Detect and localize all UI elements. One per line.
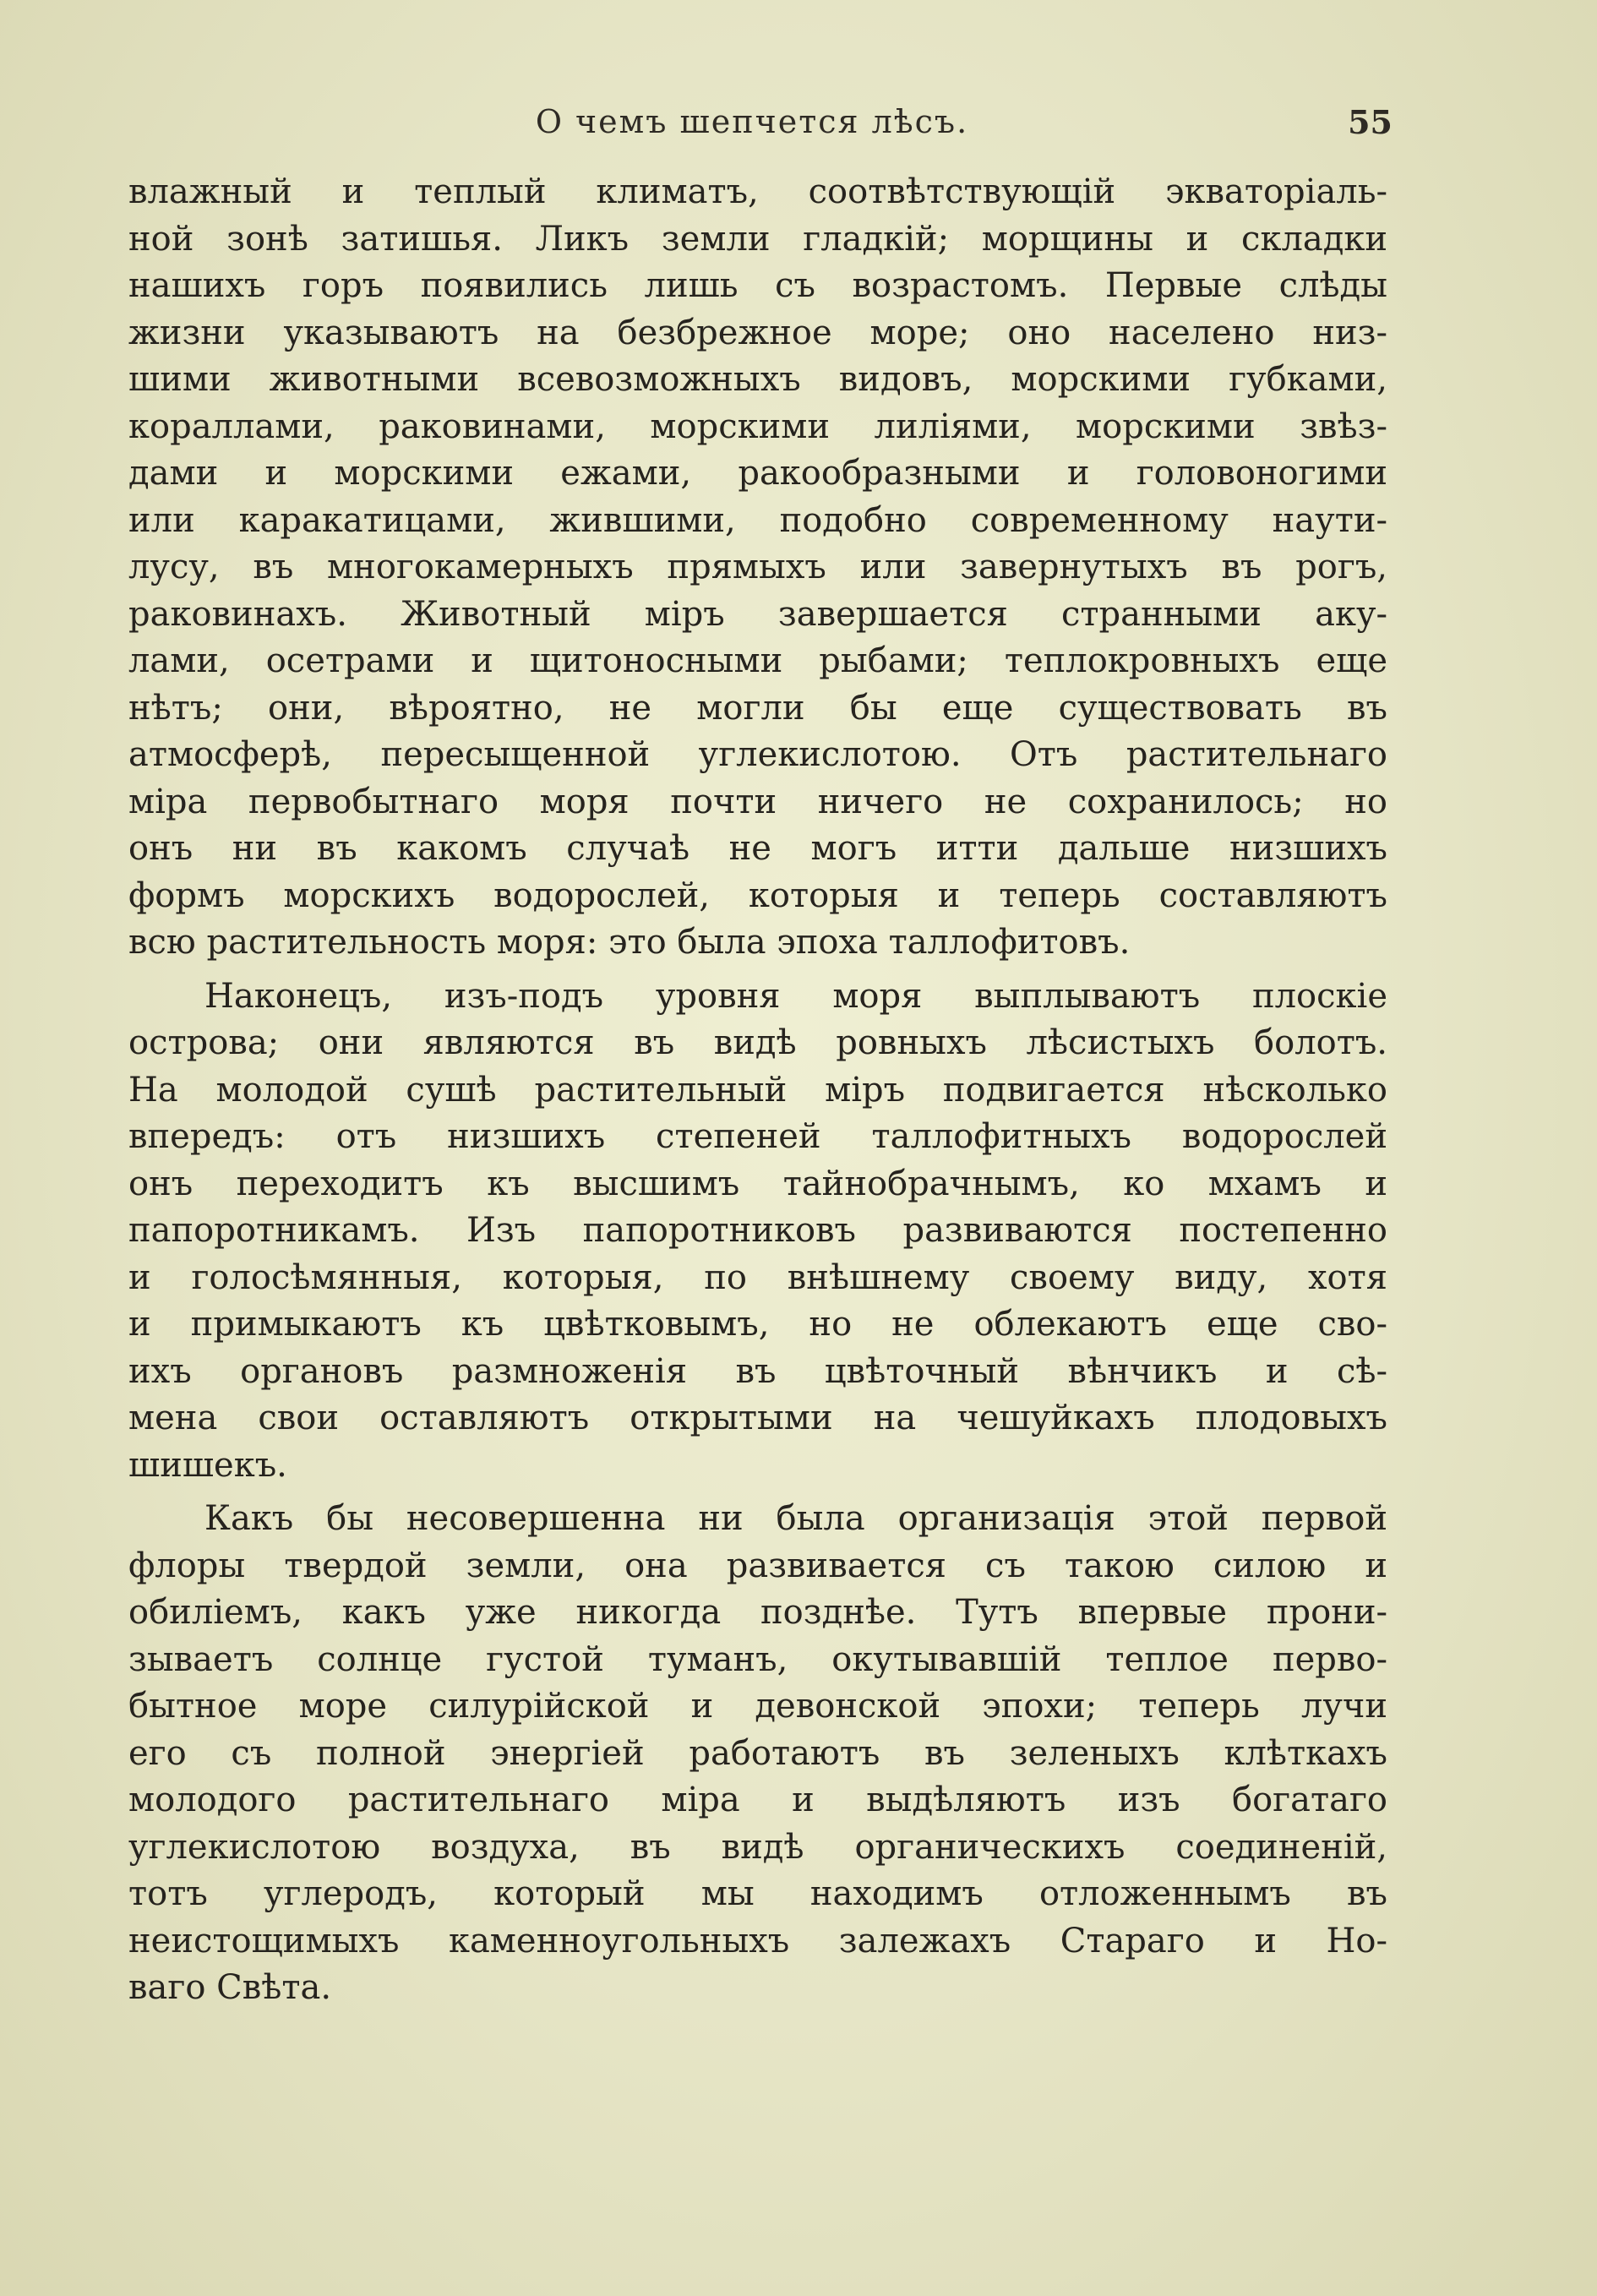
text-line: неистощимыхъ каменноугольныхъ залежахъ Стараго и Но- [128,1921,1387,1961]
paragraph-gap [128,1489,1387,1496]
text-line: дами и морскими ежами, ракообразными и головоногими [128,454,1387,493]
text-line: его съ полной энергіей работаютъ въ зеленыхъ клѣткахъ [128,1733,1387,1773]
text-line: мена свои оставляютъ открытыми на чешуйкахъ плодовыхъ [128,1399,1387,1437]
text-line: раковинахъ. Животный міръ завершается странными аку- [128,594,1387,634]
paragraph-gap [128,967,1387,973]
text-line: кораллами, раковинами, морскими лиліями, морскими звѣз- [128,406,1387,446]
text-line: ихъ органовъ размноженія въ цвѣточный вѣнчикъ и сѣ- [128,1351,1387,1391]
paragraph-3 [128,1496,1387,2012]
text-line: шишекъ. [128,1445,287,1485]
page-header [118,103,1393,154]
text-line: нѣтъ; они, вѣроятно, не могли бы еще существовать въ [128,688,1387,728]
text-line: папоротникамъ. Изъ папоротниковъ развиваются постепенно [128,1211,1387,1250]
text-line: острова; они являются въ видѣ ровныхъ лѣсистыхъ болотъ. [128,1023,1387,1062]
body-text [128,169,1387,2012]
text-line: тотъ углеродъ, который мы находимъ отложеннымъ въ [128,1874,1387,1913]
text-line: и голосѣмянныя, которыя, по внѣшнему своему виду, хотя [128,1257,1387,1297]
text-line: формъ морскихъ водорослей, которыя и теперь составляютъ [128,875,1387,915]
text-line: нашихъ горъ появились лишь съ возрастомъ. Первые слѣды [128,266,1387,305]
paragraph-2 [128,973,1387,1490]
text-line: впередъ: отъ низшихъ степеней таллофитныхъ водорослей [128,1117,1387,1156]
text-line: или каракатицами, жившими, подобно современному наути- [128,500,1387,540]
text-line: онъ ни въ какомъ случаѣ не могъ итти дальше низшихъ [128,829,1387,868]
text-line: флоры твердой земли, она развивается съ такою силою и [128,1546,1387,1585]
text-line: молодого растительнаго міра и выдѣляютъ изъ богатаго [128,1781,1387,1819]
text-line: ной зонѣ затишья. Ликъ земли гладкій; морщины и складки [128,219,1387,259]
text-line: углекислотою воздуха, въ видѣ органическихъ соединеній, [128,1827,1387,1867]
running-title: О чемъ шепчется лѣсъ. [535,103,969,140]
text-line: бытное море силурійской и девонской эпохи; теперь лучи [128,1687,1387,1726]
text-line: ваго Свѣта. [128,1968,332,2007]
text-line: міра первобытнаго моря почти ничего не сохранилось; но [128,782,1387,821]
text-line: Наконецъ, изъ-подъ уровня моря выплываютъ плоскіе [204,976,1387,1016]
text-line: На молодой сушѣ растительный міръ подвигается нѣсколько [128,1070,1387,1110]
paragraph-1 [128,169,1387,967]
text-line: зываетъ солнце густой туманъ, окутывавшій теплое перво- [128,1639,1387,1679]
text-line: Какъ бы несовершенна ни была организація этой первой [204,1499,1387,1538]
text-line: атмосферѣ, пересыщенной углекислотою. Отъ растительнаго [128,735,1387,774]
text-line: шими животными всевозможныхъ видовъ, морскими губками, [128,360,1387,399]
text-line: лусу, въ многокамерныхъ прямыхъ или завернутыхъ въ рогъ, [128,548,1387,586]
page-number: 55 [1348,103,1393,141]
text-line: всю растительность моря: это была эпоха таллофитовъ. [128,923,1131,962]
text-line: и примыкаютъ къ цвѣтковымъ, но не облекаютъ еще сво- [128,1305,1387,1344]
text-line: лами, осетрами и щитоносными рыбами; теплокровныхъ еще [128,641,1387,680]
text-line: влажный и теплый климатъ, соотвѣтствующій экваторіаль- [128,172,1387,211]
text-line: жизни указываютъ на безбрежное море; оно населено низ- [128,313,1387,352]
text-line: онъ переходитъ къ высшимъ тайнобрачнымъ, ко мхамъ и [128,1164,1387,1203]
text-line: обиліемъ, какъ уже никогда позднѣе. Тутъ впервые прони- [128,1593,1387,1632]
